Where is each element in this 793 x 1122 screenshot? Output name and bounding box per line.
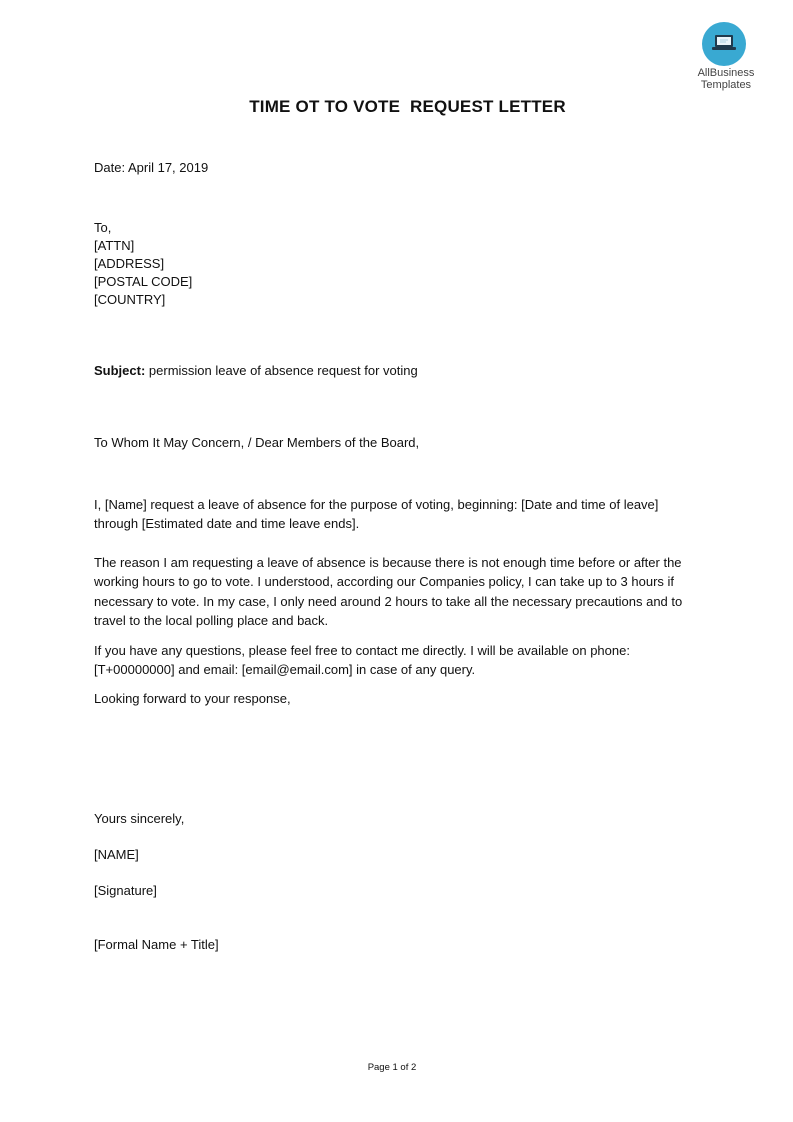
page-number: Page 1 of 2 (367, 1062, 417, 1073)
laptop-icon (712, 32, 736, 54)
logo-line-1: AllBusiness (697, 67, 755, 79)
body-paragraph-4: Looking forward to your response, (94, 691, 291, 706)
subject-text: permission leave of absence request for voting (145, 363, 418, 378)
body-paragraph-3: If you have any questions, please feel free to contact me directly. I will be available on phone: [T+00000000] and email: [email@email.com] in case of any query. (94, 643, 630, 678)
recipient-address: [ADDRESS] (94, 256, 165, 271)
subject-line (94, 362, 418, 380)
letter-date: Date: April 17, 2019 (94, 160, 209, 175)
closing-sincerely: Yours sincerely, (94, 811, 185, 826)
body-paragraph-1: I, [Name] request a leave of absence for the purpose of voting, beginning: [Date and time of leave] through [Estimated date and time leave ends]. (94, 497, 659, 532)
closing-name: [NAME] (94, 847, 139, 862)
recipient-attn: [ATTN] (94, 238, 135, 253)
recipient-to: To, (94, 220, 112, 235)
letter-title: TIME OT TO VOTE REQUEST LETTER (249, 97, 566, 116)
salutation: To Whom It May Concern, / Dear Members of the Board, (94, 435, 420, 450)
body-paragraph-2: The reason I am requesting a leave of absence is because there is not enough time before or after the working hours to go to vote. I understood, according our Companies policy, I can take up to 3 hours if necessary to vote. In my case, I only need around 2 hours to take all the necessary precautions and to travel to the local polling place and back. (94, 555, 683, 628)
subject-label: Subject: (94, 363, 146, 378)
logo-circle (702, 22, 746, 66)
closing-signature: [Signature] (94, 883, 157, 898)
allbusiness-templates-logo (690, 22, 766, 94)
logo-line-2: Templates (700, 79, 752, 91)
closing-formal-name-title: [Formal Name + Title] (94, 937, 219, 952)
recipient-country: [COUNTRY] (94, 292, 166, 307)
recipient-postal-code: [POSTAL CODE] (94, 274, 193, 289)
logo-text (690, 67, 762, 91)
